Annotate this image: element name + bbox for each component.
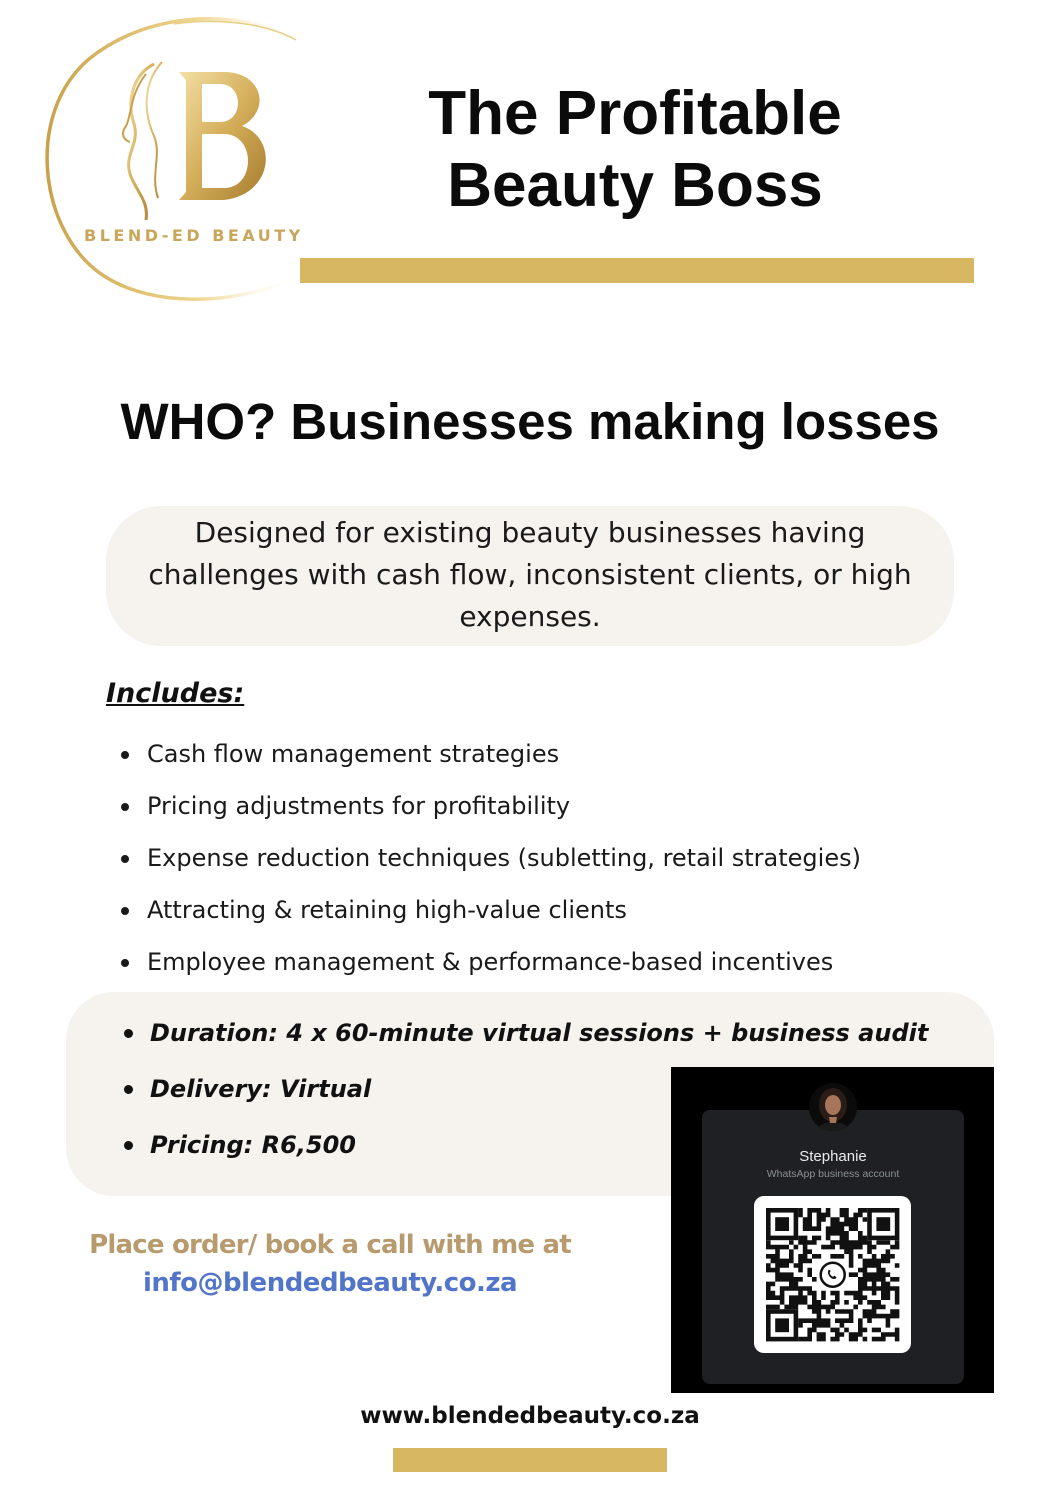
includes-list [118,730,861,990]
duration-item: Duration: 4 x 60-minute virtual sessions + business audit [120,1010,928,1066]
delivery-item: Delivery: Virtual [120,1066,928,1122]
avatar [809,1083,857,1131]
qr-code-icon [754,1196,911,1353]
list-item: Employee management & performance-based incentives [118,938,861,990]
whatsapp-subtitle: WhatsApp business account [766,1168,900,1180]
list-item: Expense reduction techniques (subletting, retail strategies) [118,834,861,886]
page-title: The Profitable Beauty Boss [428,79,842,220]
who-heading: WHO? Businesses making losses [120,393,940,450]
list-item: Pricing adjustments for profitability [118,782,861,834]
title-divider [300,258,974,283]
footer-divider [393,1448,667,1472]
contact-email-link[interactable]: info@blendedbeauty.co.za [142,1268,518,1298]
description-text: Designed for existing beauty businesses having challenges with cash flow, inconsistent clients, or high expenses. [148,516,912,633]
list-item: Attracting & retaining high-value clients [118,886,861,938]
logo-icon [34,14,334,304]
brand-logo [34,14,334,304]
list-item: Cash flow management strategies [118,730,861,782]
logo-wordmark: BLEND-ED BEAUTY [84,226,304,245]
whatsapp-qr-code[interactable] [754,1196,911,1353]
contact-text: Place order/ book a call with me at [89,1230,571,1260]
includes-heading: Includes: [106,678,245,709]
website-link[interactable]: www.blendedbeauty.co.za [360,1403,700,1429]
whatsapp-name: Stephanie [799,1148,867,1165]
pricing-item: Pricing: R6,500 [120,1122,928,1178]
profile-photo-icon [809,1083,857,1131]
